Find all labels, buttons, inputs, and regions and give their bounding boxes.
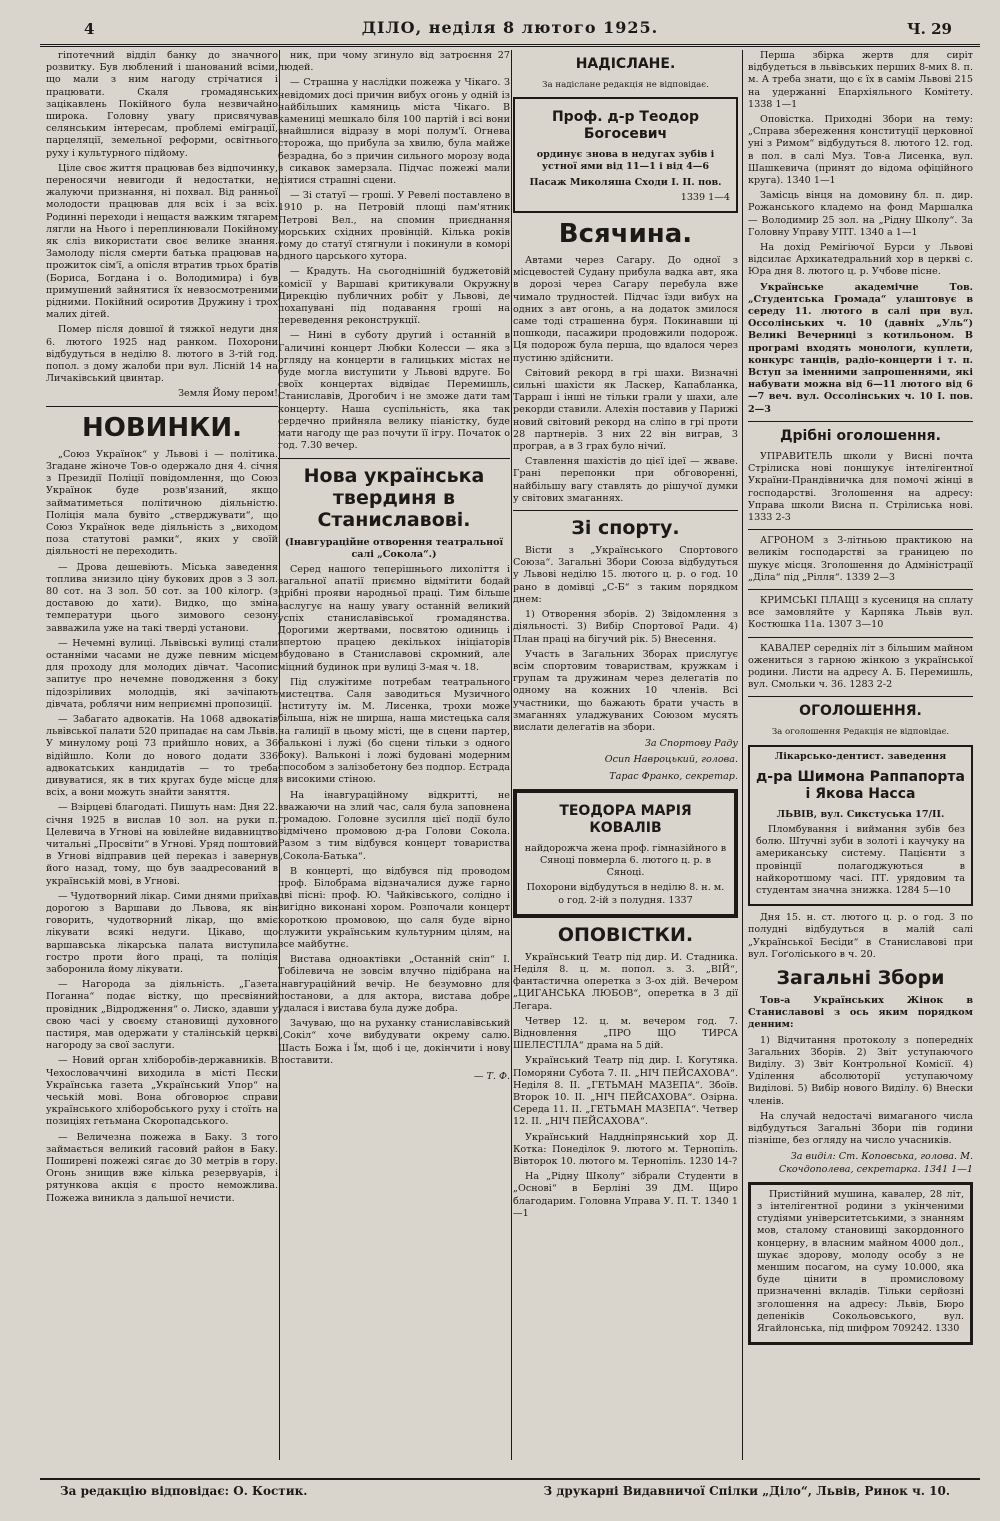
notice-item: Український Театр під дир. И. Стадника. Неділя 8. ц. м. попол. з. 3. „ВІЙ“, фантастична оперетка з 3-ох дій. Вечером „ЦИГАНСЬКА ЛЮБОВ“, оперетка в 3 дії Легара.	[513, 951, 738, 1012]
article-title: Нова українська твердиня в Станиславові.	[303, 464, 485, 531]
classified-ad: УПРАВИТЕЛЬ школи у Висні почта Стрілиска нові поншукує інтелігентної України-Прандівничка для помочі жінці в господарстві. Зголошення на адресу: Управа школи Висна п. Стрілиська нові. 1333 2-3	[748, 450, 973, 523]
news-item: Ставлення шахістів до цієї ідеї — жваве. Грані перепонки при обговоренні, найбільшу вагу ставлять до рішучої думки у світових змаганнях.	[513, 456, 738, 504]
doctor-ad	[513, 97, 738, 213]
notice-item: Український Театр під дир. І. Когутяка. Поморяни Субота 7. II. „НІЧ ПЕЙСАХОВА“. Неділя 8. II. „ГЕТЬМАН МАЗЕПА“. Збоїв. Второк 10. II. „НІЧ ПЕЙСАХОВА“. Озірна. Середа 11. II. „ГЕТЬМАН МАЗЕПА“. Четвер 12. II. „НІЧ ПЕЙСАХОВА“.	[513, 1055, 738, 1128]
masthead	[40, 16, 980, 47]
newspaper-name: ДІЛО,	[361, 18, 423, 37]
sport-signature: Тарас Франко, секретар.	[609, 770, 738, 782]
news-item: — Дрова дешевіють. Міська заведення топлива знизило ціну букових дров з 3 зол. 80 сот. на 3 зол. 50 сот. за 100 кілогр. (з доставою до хати). Видко, що зміна температури цього зимового сезону завважила уже на такі тверді установи.	[46, 561, 278, 634]
notice-item: Перша збірка жертв для сиріт відбудеться в львівських перших 8-мих 8. п. м. А треба знати, що є їх в самім Львові 215 на удержанні Епархіяльного Комітету. 1338 1—1	[748, 50, 973, 110]
notice-item: Замісць вінця на домовину бл. п. дир. Рожанського кладемо на фонд Маршалка — Володимир 25 зол. на „Рідну Школу“. За Головну Управу УПТ. 1340 а 1—1	[748, 190, 973, 238]
news-item: — Забагато адвокатів. На 1068 адвокатів львівської палати 520 припадає на сам Львів. У минулому році 73 прийшло нових, а 36 відійшло. Коли до нового додати 336 адвокатських кандидатів — то треба дивуватися, як в тих кругах буде місце для всіх, а вони можуть знайти заняття.	[46, 713, 278, 799]
footer-editor: За редакцію відповідає: О. Костик.	[60, 1484, 308, 1498]
section-title-nadislane: НАДІСЛАНЕ.	[575, 56, 676, 72]
section-title-ogoloshennia: ОГОЛОШЕННЯ.	[799, 703, 922, 720]
section-note: За оголошення Редакція не відповідає.	[771, 727, 950, 738]
sport-agenda: 1) Отворення зборів. 2) Звідомлення з діяльності. 3) Вибір Спортової Ради. 4) План праці на бігучий рік. 5) Внесення.	[513, 609, 738, 645]
death-notice	[513, 789, 738, 918]
article-subtitle: (Інавгураційне отворення театральної салі „Сокола“.)	[284, 536, 504, 560]
dentist-names: д-ра Шимона Раппапорта і Якова Насса	[756, 768, 965, 802]
zbory-agenda: 1) Відчитання протоколу з попередніх Загальних Зборів. 2) Звіт уступаючого Виділу. 3) Звіт Контрольної Комісії. 4) Уділення абсолюторії уступаючому Виділові. 5) Вибір нового Виділу. 6) Внески членів.	[748, 1034, 973, 1107]
obituary-end: Земля Йому пером!	[178, 388, 278, 400]
section-title-dribni: Дрібні оголошення.	[780, 427, 941, 444]
section-note: За надіслане редакція не відповідає.	[542, 80, 709, 90]
sport-item: Участь в Загальних Зборах приcлугує всім спортовим товариствам, кружкам і групам та дружинам через делегатів по одному на кожних 10 членів. Всі участники, що бажають брати участь в змаганнях уладжуваних Союзом мусять вислати делегатів на збори.	[513, 648, 738, 733]
column-4	[748, 50, 973, 1460]
dentist-ad	[748, 745, 973, 907]
news-item: — Взірцеві благодаті. Пишуть нам: Дня 22. січня 1925 в вислав 10 зол. на руки п. Целевича в Угнові на ювілейне видавництво читальні „Просвіти“ в Угнові. Уряд поштовий в Угнові відправив цей переказ і завернув його назад, тому, що був заадресований в українській мові, в Угнові.	[46, 802, 278, 887]
personal-ad-text: Пристійний мушина, кавалер, 28 літ, з інтелігентної родини з укінченими студіями університетськими, з знанням мов, сталому становищі закордонного концерну, в власним майном 4000 дол., шукає здорову, молоду особу з не меншим посагом, на суму 10.000, яка буде цінити в промисловому призначенні вкладів. Тільки серйозні зголошення на адресу: Львів, Бюро депеніків Сокольовського, вул. Ягайлонська, під шифром 709242. 1330	[757, 1188, 964, 1335]
news-item: — Крадуть. На сьогоднішній буджетовій комісії у Варшаві критикували Окружну Дирекцію публичних робіт у Львові, де похапувані під подавання гроші на переведення реконструкції.	[278, 266, 510, 327]
issue-number: Ч. 29	[906, 20, 952, 38]
notice-item: Український Наддніпрянський хор Д. Котка: Понеділок 9. лютого м. Тернопіль. Вівторок 10. лютого м. Тернопіль. 1230 14-?	[513, 1131, 738, 1167]
news-item: Світовий рекорд в грі шахи. Визначні сильні шахісти як Ласкер, Капабланка, Тарраш і інші не тільки грали у шахи, але рекорди ставили. Алехін поставив у Парижі новий світовий рекорд на сліпо в грі проти 28 партнерів. З них 22 він виграв, 3 програв, а в 3 грах було нічиї.	[513, 367, 738, 453]
death-name: ТЕОДОРА МАРІЯ КОВАЛІВ	[559, 802, 692, 836]
column-rule	[742, 50, 743, 1460]
divider	[748, 421, 973, 422]
dentist-heading: Лікарсько-дентист. заведення	[774, 750, 947, 762]
divider	[46, 406, 278, 407]
news-item: — Чудотворний лікар. Сими днями приїхав дорогою з Варшави до Львова, як він говорить, чудотворний лікар, що вміє лікувати всякі недуги. Цікаво, що варшавська лікарська палата виступила гостро проти його праці, та поліція заборонила йому лікувати.	[46, 890, 278, 976]
divider	[748, 696, 973, 697]
personal-ad	[748, 1182, 973, 1345]
column-rule	[511, 50, 512, 1460]
footer-printer: З друкарні Видавничої Спілки „Діло“, Львів, Ринок ч. 10.	[543, 1484, 950, 1498]
zbory-note: На случай недостачі вимаганого числа відбудуться Загальні Збори пів години пізніше, без огляду на число учасників.	[748, 1110, 973, 1147]
notice-item: Четвер 12. ц. м. вечером год. 7. Відновлення „ПРО ЩО ТИРСА ШЕЛЕСТІЛА“ драма на 5 дій.	[513, 1015, 738, 1052]
divider	[748, 529, 973, 530]
news-item: — Нагорода за діяльність. „Газета Поганна“ подає вістку, що пресвіяний провідник „Відродження“ о. Лиско, здавши у свою часі у своєму становищі духовного пастиря, мав одержати у сталінській церкві нагороду за свої заслуги.	[46, 979, 278, 1052]
divider	[748, 637, 973, 638]
news-item: Автами через Сагару. До одної з місцевостей Судану прибула вадка авт, яка в дорозі через Сагару перебула вже чимало трудностей. Підчас їзди вибух на одних з авт огонь, а на додаток змилося саме тоді страшенна буря. Покинавши ці пошкоди, пасажири продовжили подорож. Ця подорож була перша, що вдалося через пустиню здійснити.	[513, 255, 738, 364]
ad-code: 1339 1—4	[680, 191, 730, 203]
notice-item: Дня 15. н. ст. лютого ц. р. о год. 3 по полудні відбудуться в малій салі „Української Бесіди“ в Станиславові при вул. Гоґоліського в ч. 20.	[748, 912, 973, 960]
notice-item: Українське академічне Тов. „Студентська Громада“ улаштовує в середу 11. лютого в салі при вул. Оссолінських ч. 10 (давніх „Уль“) Великі Вечерниці з котильоном. В програмі входять монологи, куплети, конкурс танців, радіо-концерти і т. п. Вступ за іменними запрошеннями, які набувати можна від 6—11 лютого від 6—7 веч. вул. Оссолінських ч. 10 I. пов. 2—3	[748, 281, 973, 415]
sport-signature: За Спортову Раду	[644, 738, 738, 750]
section-title-sport: Зі спорту.	[571, 517, 680, 540]
column-2	[278, 50, 510, 1460]
article-signature: — Т. Ф.	[473, 1071, 510, 1083]
notice-item: Оповістка. Приходні Збори на тему: „Справа збереження конституції церковної уні з Римом“ відбудуться 8. лютого 12. год. в пол. в салі Муз. Тов-а Лисенка, вул. Шашкевича (принят до відома офіційного круга). 1340 1—1	[748, 114, 973, 187]
obituary-text: Помер після довшої й тяжкої недуги дня 6. лютого 1925 над ранком. Похорони відбудуться в неділю 8. лютого в 3-тій год. попол. з дому жалоби при вул. Лісній 14 на Личаківський цвинтар.	[46, 324, 278, 385]
news-item: — Зі статуї — гроші. У Ревелі поставлено в 1910 р. на Петровій площі пам'ятник Петрові Вел., на спомин приєднання морських східних провінцій. Кілька років тому до статуї стягнули і покинули в коморі одного царського хутора.	[278, 190, 510, 263]
news-item: — Нині в суботу другий і останній в Галичині концерт Любки Колесси — яка з огляду на концерти в галицьких містах не буде могла виступити у Львові вдруге. Бо своїх концертах відвідає Перемишль, Станиславів, Дрогобич і не зможе дати там концерту. Наша суспільність, яка так сердечно прийняла велику піаністку, буде мати нагоду ще раз почути її ігру. Початок о год. 7.30 вечер.	[278, 330, 510, 452]
section-title-opovistky: ОПОВІСТКИ.	[557, 923, 694, 946]
news-item: — Новий орган хліборобів-державників. В Чехословаччині виходила в місті Пєски Українська газета „Український Упор“ на чеській мові. Вона обговорює справи українського хліборобського руху і стоїть на позиціях гетьмана Скоропадського.	[46, 1055, 278, 1128]
divider	[748, 589, 973, 590]
notice-item: На дохід Ремігіючої Бурси у Львові відсилає Архикатедральний хор в церкві с. Юра дня 8. лютого ц. р. Учбове пісне.	[748, 242, 973, 278]
divider	[513, 510, 738, 511]
classified-ad: АГРОНОМ з 3-літньою практикою на великім господарстві за границею по шукує місця. Зголошення до Адміністрації „Діла“ під „Рілля“. 1339 2—3	[748, 535, 973, 583]
column-1	[46, 50, 278, 1460]
section-title-vsiachyna: Всячина.	[558, 219, 693, 250]
death-funeral: Похорони відбудуться в неділю 8. н. м. о год. 2-ій з полудня. 1337	[526, 882, 725, 906]
doctor-name: Проф. д-р Теодор Богосевич	[551, 109, 700, 143]
classified-ad: КРИМСЬКІ ПЛАЩІ з кусениця на сплату все замовляйте у Карпяка Львів вул. Костюшка 11а. 1307 3—10	[748, 594, 973, 631]
zbory-signature: За виділ: Ст. Коповська, голова. М. Скочдополева, секретарка. 1341 1—1	[778, 1151, 973, 1175]
column-3	[513, 50, 738, 1460]
doctor-address: Пасаж Миколяша Сходи I. II. пов.	[529, 176, 722, 188]
article-paragraph: На інавгураційному відкритті, не зважаючи на злий час, саля була заповнена громадою. Головне зусилля цієї події було відмічено промовою д-ра Голови Сокола. Разом з тим відбувся концерт товариства „Сокола-Батька“.	[278, 789, 510, 862]
zbory-subtitle: Тов-а Українських Жінок в Станиславові з ось яким порядком денним:	[748, 994, 973, 1031]
issue-date: неділя 8 лютого 1925.	[428, 18, 659, 37]
notice-item: На „Рідну Школу“ зібрали Студенти в „Основі“ в Берліні 39 ДМ. Щиро благодарим. Головна Управа У. П. Т. 1340 1—1	[513, 1171, 738, 1219]
article-paragraph: В концерті, що відбувся під проводом проф. Білобрама відзначалися дуже гарно дві пісні: проф. Ю. Чайківського, солідно і вигідно виконані хором. Розпочали концерт короткою промовою, що саля буде вірно служити українським культурним цілям, на все майбутнє.	[278, 865, 510, 950]
article-paragraph: Зачуваю, що на руханку станиславівський „Сокіл“ хоче вибудувати окрему салю. Шасть Божа і Їм, щоб і це, докінчити і нову поставити.	[278, 1018, 510, 1066]
news-item: „Союз Українок“ у Львові і — політика. Згадане жіноче Тов-о одержало дня 4. січня з Президії Поліції повідомлення, що Союз Українок буде розв'язаний, якщо займатиметься політичною діяльністю. Поліція мала бувіто „стверджувати“, що Союз Українок веде діяльність з „виходом поза статутові рамки“, яких у своїй діяльності не переходить.	[46, 448, 278, 558]
dentist-text: Пломбування і виймання зубів без болю. Штучні зуби в золоті і каучуку на американську систему. Пацієнти з провінції полагоджуються в найкоротшому часі. ПТ. урядовим та студентам значна знижка. 1284 5—10	[756, 823, 965, 896]
zbory-title: Загальні Збори	[776, 966, 945, 989]
news-item: — Страшна у наслідки пожежа у Чікаго. З невідомих досі причин вибух огонь у одній із найбільших камяниць міста Чікаго. В камениці мешкало біля 100 партій і всі вони знайшлися відразу в морі полум'ї. Огнева сторожа, що прибула за хвилю, була майже безрадна, бо з причин сильного морозу вода з сикавок замерзала. Підчас пожежі мали діятися страшні сцени.	[278, 77, 510, 187]
page-number: 4	[84, 20, 95, 38]
article-paragraph: Вистава одноактівки „Останній сніп“ І. Тобілевича не зовсім влучно підібрана на інавгураційний вечір. Не безумовно для постанови, а для актора, вистава добре удалася і вистава була дуже добра.	[278, 954, 510, 1015]
masthead-title	[40, 18, 980, 37]
classified-ad: КАВАЛЕР середніх літ з більшим майном ожениться з гарною жінкою з української родини. Листи на адресу А. Б. Перемишль, вул. Смольки ч. 36. 1283 2-2	[748, 642, 973, 691]
sport-item: Вісти з „Українського Спортового Союза“. Загальні Збори Союза відбудуться у Львові неділю 15. лютого ц. р. о год. 10 рано в домівці „С-Б“ з таким порядком днем:	[513, 545, 738, 605]
obituary-text: гіпотечний відділ банку до значного розвитку. Був люблений і шанований всіми, що мали з ним нагоду стрічатися і працювати. Скаля громадянських зацікавлень Покійного була незвичайно широка. Головну увагу присвячував селянським інтересам, проблемі еміграції, парцеляції, земельної реформи, освітнього руху і культурного підйому.	[46, 50, 278, 159]
death-text: найдорожча жена проф. гімназійного в Сяноці повмерла 6. лютого ц. р. в Сяноці.	[524, 842, 727, 879]
doctor-hours: ординує знова в недугах зубів і устної ями від 11—1 і від 4—6	[536, 149, 715, 173]
footer	[40, 1478, 980, 1504]
article-paragraph: Під служітиме потребам театрального мистецтва. Саля заводиться Музичного Інституту ім. М. Лисенка, трохи може більша, ніж не ширша, наша мистецька саля на галиції в цьому місті, ще в сцени партер, бальконі і лужі (бо сцени тільки з одного боку). Вальконі і ложі будовані модерним способом з залізобетону без подпор. Естрада з високими стіною.	[278, 676, 510, 786]
dentist-address: ЛЬВІВ, вул. Сикстуська 17/II.	[776, 808, 945, 820]
divider	[278, 458, 510, 459]
news-item: — Величезна пожежа в Баку. З того займається великий гасовий район в Баку. Поширені пожежі сягає до 30 метрів в гору. Огонь знищив вже кілька резервуарів, і рятункова акція є просто неможлива. Пожежа виникла з дальшої нечисти.	[46, 1131, 278, 1204]
section-title-novynky: НОВИНКИ.	[81, 412, 243, 443]
sport-signature: Осип Навроцький, голова.	[604, 754, 738, 766]
obituary-text: Ціле своє життя працював без відпочинку, переносячи невигоди й недостатки, не жалуючи признання, ні похвал. Від ранньої молодости працював для всіх і за всіх. Родинні переходи і нещастя важким тягарем лягли на Нього і переплинювали Покійному як сліз використати своє велике знання. Замолоду після смерти батька працював на прожиток сім'ї, а опісля втратив трьох братів (Бориса, Богдана і о. Володимира) і був примушений зайнятися їх невзосмотреними рідними. Покійний осиротив Дружину і трох малих дітей.	[46, 162, 278, 321]
news-item: — Нечемні вулиці. Львівські вулиці стали останніми часами не дуже певним місцем для проходу для молодих дівчат. Часопис запитує про нечемне поводження з боку підозріливих молодців, які зачіпають дівчата, роблячи ним неприємні пропозиції.	[46, 637, 278, 710]
article-paragraph: Серед нашого теперішнього лихоліття і загальної апатії приємно відмітити бодай дрібні прояви народньої праці. Тим більше заслугує на нашу увагу останній великий успіх станиславівської громадянства. Дорогими жертвами, посвятою одиниць і впертою працею декількох ініціаторів збудовано в Станиславові скромний, але міцний будинок при вулиці 3-мая ч. 18.	[278, 563, 510, 673]
news-item: ник, при чому згинуло від затроєння 27 людей.	[278, 50, 510, 74]
